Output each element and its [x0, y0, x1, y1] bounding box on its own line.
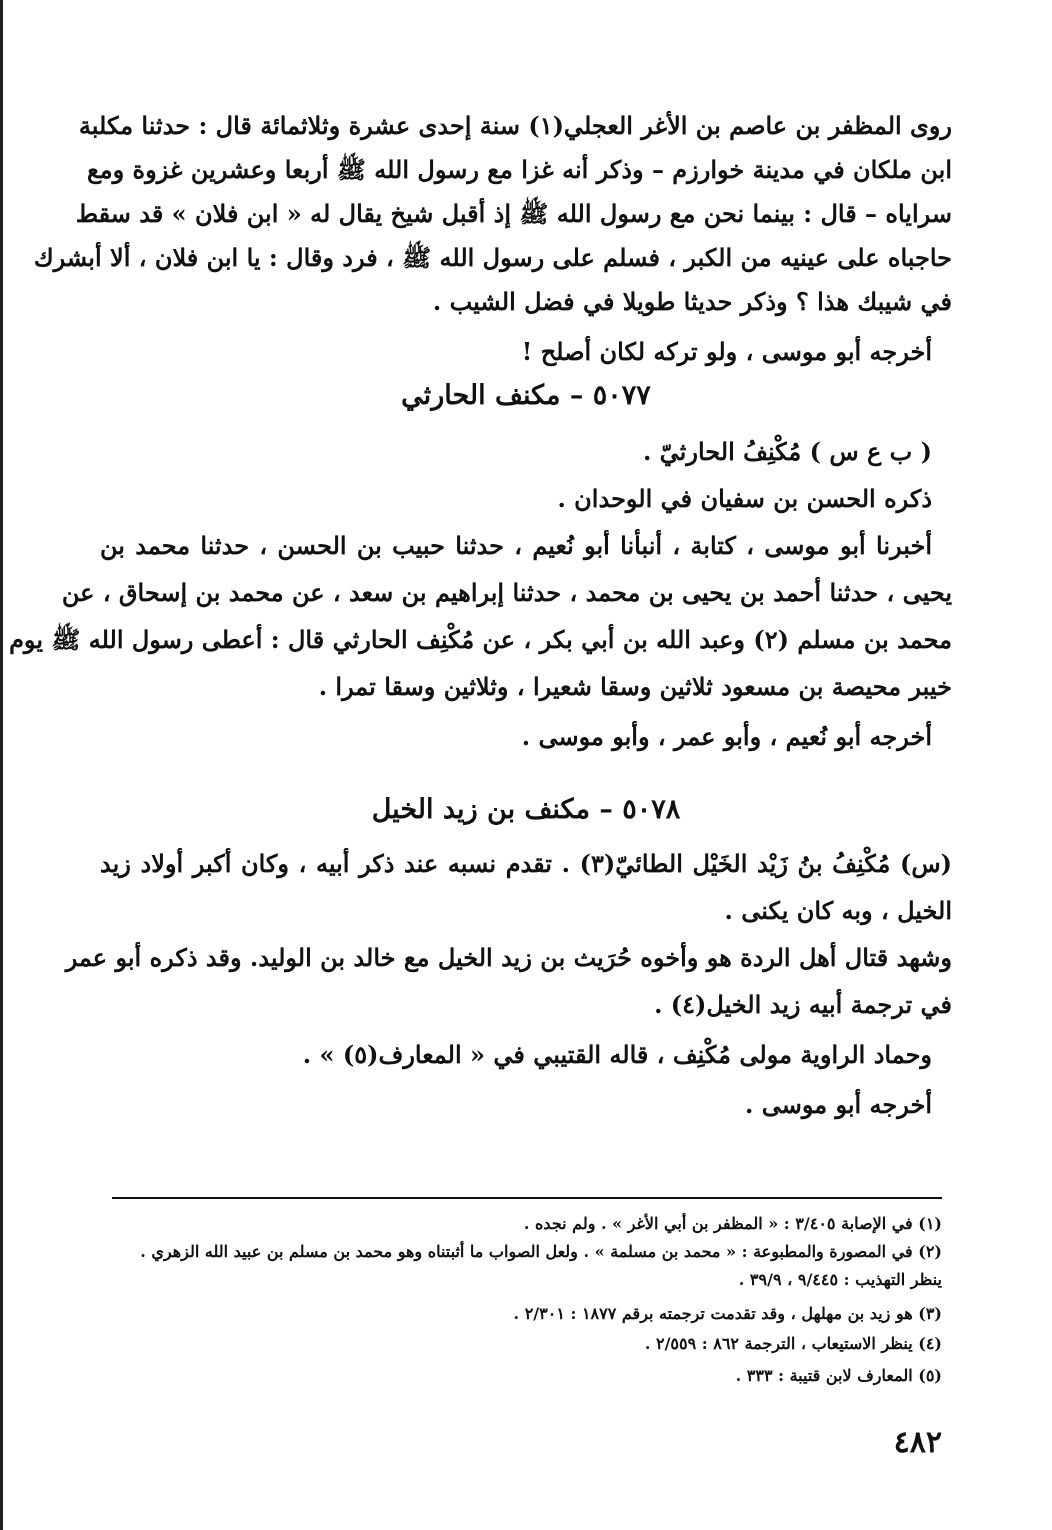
scan-edge: [0, 0, 3, 1530]
footnote: (٥) المعارف لابن قتيبة : ٣٣٣ .: [735, 1366, 942, 1385]
text-line: في ترجمة أبيه زيد الخيل(٤) .: [654, 990, 952, 1019]
footnote: (١) في الإصابة ٣/٤٠٥ : « المظفر بن أبي الأغر » . ولم نجده .: [523, 1214, 942, 1233]
text-line: ابن ملكان في مدينة خوارزم – وذكر أنه غزا مع رسول الله ﷺ أربعا وعشرين غزوة ومع: [86, 155, 952, 184]
text-line: روى المظفر بن عاصم بن الأغر العجلي(١) سنة إحدى عشرة وثلاثمائة قال : حدثنا مكلبة: [78, 111, 952, 140]
footnote: (٢) في المصورة والمطبوعة : « محمد بن مسلمة » . ولعل الصواب ما أثبتناه وهو محمد بن مسلم بن عبيد الله الزهري .: [140, 1242, 942, 1261]
text-line: حاجباه على عينيه من الكبر ، فسلم على رسول الله ﷺ ، فرد وقال : يا ابن فلان ، ألا أبشرك: [33, 243, 952, 272]
footnote: (٤) ينظر الاستيعاب ، الترجمة ٨٦٢ : ٢/٥٥٩ .: [644, 1334, 942, 1353]
text-line: في شيبك هذا ؟ وذكر حديثا طويلا في فضل الشيب .: [432, 287, 952, 316]
footnote: ينظر التهذيب : ٩/٤٤٥ ، ٣٩/٩ .: [738, 1270, 942, 1289]
text-line: محمد بن مسلم (٢) وعبد الله بن أبي بكر ، عن مُكْنِف الحارثي قال : أعطى رسول الله ﷺ يوم: [9, 625, 952, 654]
text-line: أخبرنا أبو موسى ، كتابة ، أنبأنا أبو نُعيم ، حدثنا حبيب بن الحسن ، حدثنا محمد بن: [100, 531, 932, 560]
page-number: ٤٨٢: [893, 1425, 942, 1460]
text-line: أخرجه أبو نُعيم ، وأبو عمر ، وأبو موسى .: [521, 722, 932, 751]
footnote: (٣) هو زيد بن مهلهل ، وقد تقدمت ترجمته برقم ١٨٧٧ : ٢/٣٠١ .: [513, 1304, 942, 1323]
text-line: (س) مُكْنِفُ بنُ زَيْد الخَيْل الطائيّ(٣) . تقدم نسبه عند ذكر أبيه ، وكان أكبر أولاد زيد: [100, 849, 952, 878]
text-line: ( ب ع س ) مُكْنِفُ الحارثيّ .: [642, 437, 932, 466]
text-line: وشهد قتال أهل الردة هو وأخوه حُرَيث بن زيد الخيل مع خالد بن الوليد. وقد ذكره أبو عمر: [65, 943, 952, 972]
entry-heading: ٥٠٧٧ – مكنف الحارثي: [401, 380, 651, 411]
text-line: ذكره الحسن بن سفيان في الوحدان .: [557, 484, 932, 513]
text-line: خيبر محيصة بن مسعود ثلاثين وسقا شعيرا ، وثلاثين وسقا تمرا .: [318, 672, 952, 701]
footnote-divider: [112, 1197, 942, 1199]
text-line: يحيى ، حدثنا أحمد بن يحيى بن محمد ، حدثنا إبراهيم بن سعد ، عن محمد بن إسحاق ، عن: [61, 578, 952, 607]
closing-line: أخرجه أبو موسى ، ولو تركه لكان أصلح !: [521, 337, 932, 366]
text-line: سراياه – قال : بينما نحن مع رسول الله ﷺ إذ أقبل شيخ يقال له « ابن فلان » قد سقط: [75, 199, 952, 228]
text-line: أخرجه أبو موسى .: [745, 1090, 932, 1119]
text-line: الخيل ، وبه كان يكنى .: [724, 896, 952, 925]
text-line: وحماد الراوية مولى مُكْنِف ، قاله القتيبي في « المعارف(٥) » .: [302, 1040, 932, 1069]
entry-heading: ٥٠٧٨ – مكنف بن زيد الخيل: [371, 794, 681, 825]
